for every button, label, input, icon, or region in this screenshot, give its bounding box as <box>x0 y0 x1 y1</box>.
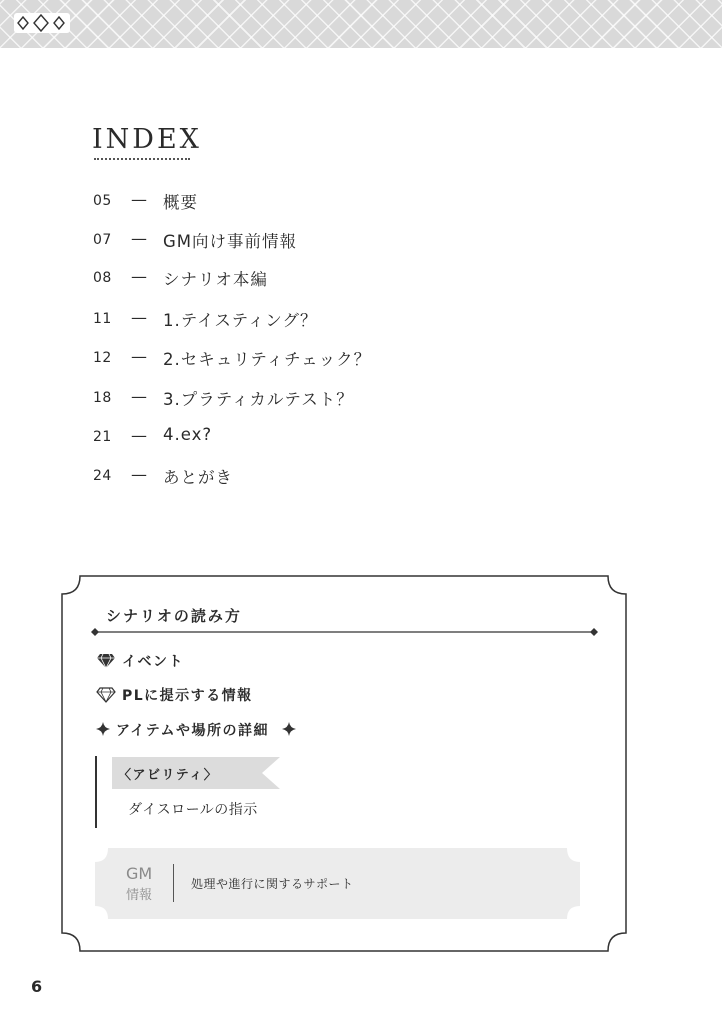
gm-separator <box>173 864 174 902</box>
index-title: INDEX <box>92 124 202 155</box>
toc-dash: — <box>131 426 147 445</box>
page-number: 6 <box>31 977 43 996</box>
gm-label-sub: 情報 <box>126 888 153 903</box>
toc-dash: — <box>131 387 147 406</box>
toc-label: あとがき <box>163 468 233 487</box>
toc-label: GM向け事前情報 <box>163 232 298 251</box>
toc-dash: — <box>131 267 147 286</box>
legend-text: PLに提示する情報 <box>122 688 253 704</box>
toc-dash: — <box>131 190 147 209</box>
outline-diamond-gem-icon <box>96 687 116 703</box>
toc-label: 2.セキュリティチェック？ <box>163 350 372 369</box>
toc-dash: — <box>131 465 147 484</box>
legend-text: イベント <box>122 654 184 670</box>
sparkle-icon <box>282 722 296 736</box>
filled-diamond-gem-icon <box>96 653 116 669</box>
toc-page-number: 08 <box>93 270 112 286</box>
legend-text: アイテムや場所の詳細 <box>116 723 270 739</box>
toc-dash: — <box>131 347 147 366</box>
toc-label: 4.ex? <box>163 425 213 444</box>
ability-left-rule <box>95 756 97 828</box>
toc-page-number: 21 <box>93 429 112 445</box>
toc-page-number: 12 <box>93 350 112 366</box>
toc-dash: — <box>131 308 147 327</box>
toc-label: 1.テイスティング？ <box>163 311 318 330</box>
sparkle-icon <box>96 722 110 736</box>
gm-description: 処理や進行に関するサポート <box>191 877 354 891</box>
toc-dash: — <box>131 229 147 248</box>
toc-page-number: 24 <box>93 468 112 484</box>
ability-description: ダイスロールの指示 <box>128 802 258 818</box>
toc-page-number: 11 <box>93 311 112 327</box>
toc-page-number: 07 <box>93 232 112 248</box>
gm-label: GM <box>126 864 153 883</box>
toc-label: シナリオ本編 <box>163 270 268 289</box>
toc-label: 3.プラティカルテスト？ <box>163 390 354 409</box>
toc-page-number: 18 <box>93 390 112 406</box>
toc-label: 概要 <box>163 193 198 212</box>
ability-tag-label: 〈アビリティ〉 <box>118 768 219 783</box>
toc-page-number: 05 <box>93 193 112 209</box>
howto-title: シナリオの読み方 <box>106 607 242 625</box>
